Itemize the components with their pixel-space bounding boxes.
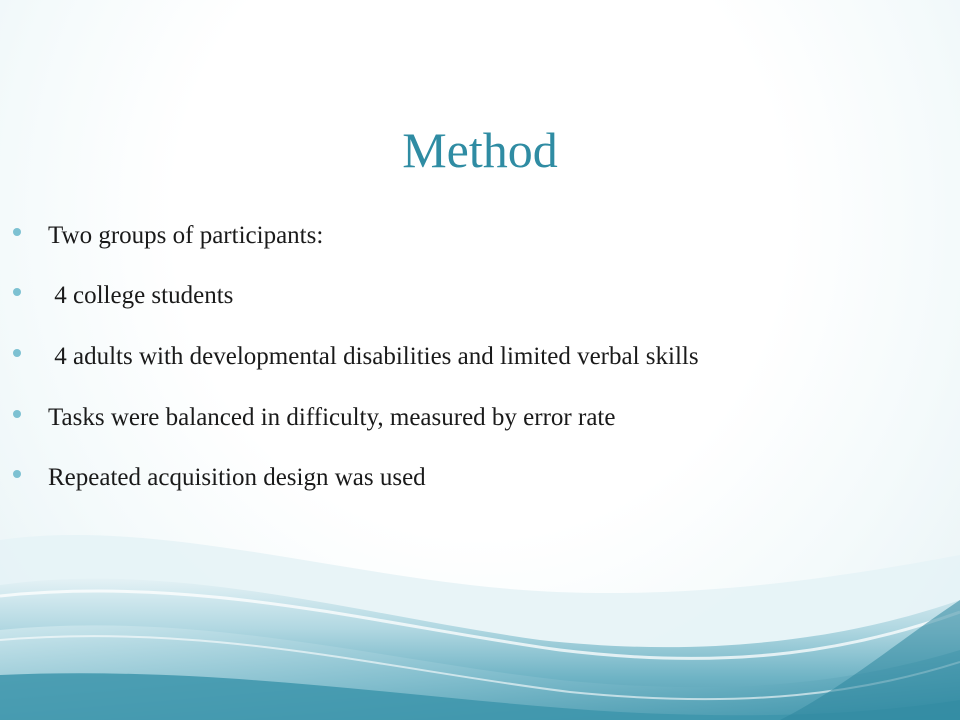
bullet-marker-icon	[13, 349, 21, 357]
bullet-item	[0, 341, 960, 377]
bullet-text: 4 college students	[48, 282, 234, 309]
bullet-text: Repeated acquisition design was used	[48, 464, 426, 491]
bullet-item	[0, 280, 960, 316]
bullet-item	[0, 462, 960, 498]
bullet-text: Two groups of participants:	[48, 222, 324, 249]
bullet-marker-icon	[13, 228, 21, 236]
bullet-marker-icon	[13, 288, 21, 296]
slide-title: Method	[402, 122, 558, 178]
bullet-text: Tasks were balanced in difficulty, measured by error rate	[48, 404, 616, 431]
bullet-item	[0, 220, 960, 256]
bullet-marker-icon	[13, 410, 21, 418]
bullet-item	[0, 402, 960, 438]
bullet-marker-icon	[13, 470, 21, 478]
bullet-text: 4 adults with developmental disabilities and limited verbal skills	[48, 343, 699, 370]
